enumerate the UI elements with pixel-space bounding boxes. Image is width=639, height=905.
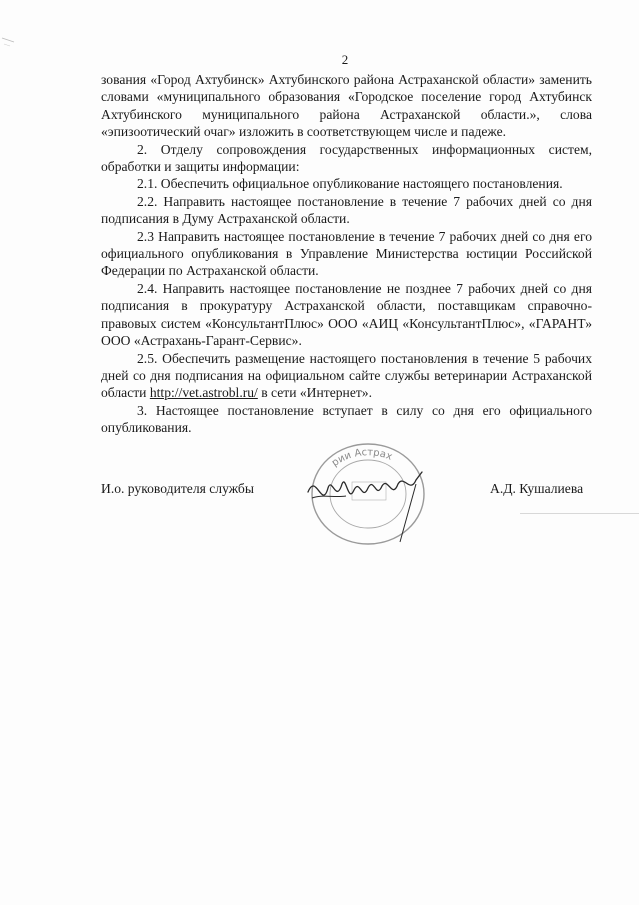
signature-row	[0, 477, 639, 537]
paragraph-2-5-tail: в сети «Интернет».	[257, 385, 372, 401]
paragraph-2-4: 2.4. Направить настоящее постановление не позднее 7 рабочих дней со дня подписания в прокуратуру Астраханской области, поставщикам справочно-правовых систем «КонсультантПлюс» ООО «АИЦ «КонсультантПлюс», «ГАРАНТ» ООО «Астрахань-Гарант-Сервис».	[101, 280, 592, 349]
paragraph-2: 2. Отделу сопровождения государственных информационных систем, обработки и защиты информации:	[101, 141, 592, 175]
paragraph-2-3: 2.3 Направить настоящее постановление в течение 7 рабочих дней со дня его официального опубликования в Управление Министерства юстиции Российской Федерации по Астраханской области.	[101, 228, 592, 279]
paragraph-2-1: 2.1. Обеспечить официальное опубликование настоящего постановления.	[137, 176, 563, 192]
paragraph-continuation: зования «Город Ахтубинск» Ахтубинского района Астраханской области» заменить словами «муниципального образования «Городское поселение город Ахтубинск Ахтубинского муниципального района Астраханской области.», слова «эпизоотический очаг» изложить в соответствующем числе и падеже.	[101, 72, 592, 140]
paragraph-2-5	[101, 350, 592, 402]
document-body	[101, 71, 592, 437]
paragraph-2-5-text: 2.5. Обеспечить размещение настоящего постановления в течение 5 рабочих дней со дня подписания на официальном сайте службы ветеринарии Астраханской области	[101, 350, 592, 401]
paragraph-3: 3. Настоящее постановление вступает в силу со дня его официального опубликования.	[101, 402, 592, 436]
scan-artifact-line	[520, 513, 639, 514]
signer-position: И.о. руководителя службы	[101, 481, 254, 496]
margin-mark	[0, 36, 20, 48]
paragraph-2-2: 2.2. Направить настоящее постановление в течение 7 рабочих дней со дня подписания в Думу Астраханской области.	[101, 193, 592, 227]
stamp-text: рии Астрах	[329, 447, 394, 469]
page-number: 2	[341, 52, 349, 67]
signer-name: А.Д. Кушалиева	[490, 481, 584, 496]
website-link[interactable]: http://vet.astrobl.ru/	[149, 385, 258, 401]
